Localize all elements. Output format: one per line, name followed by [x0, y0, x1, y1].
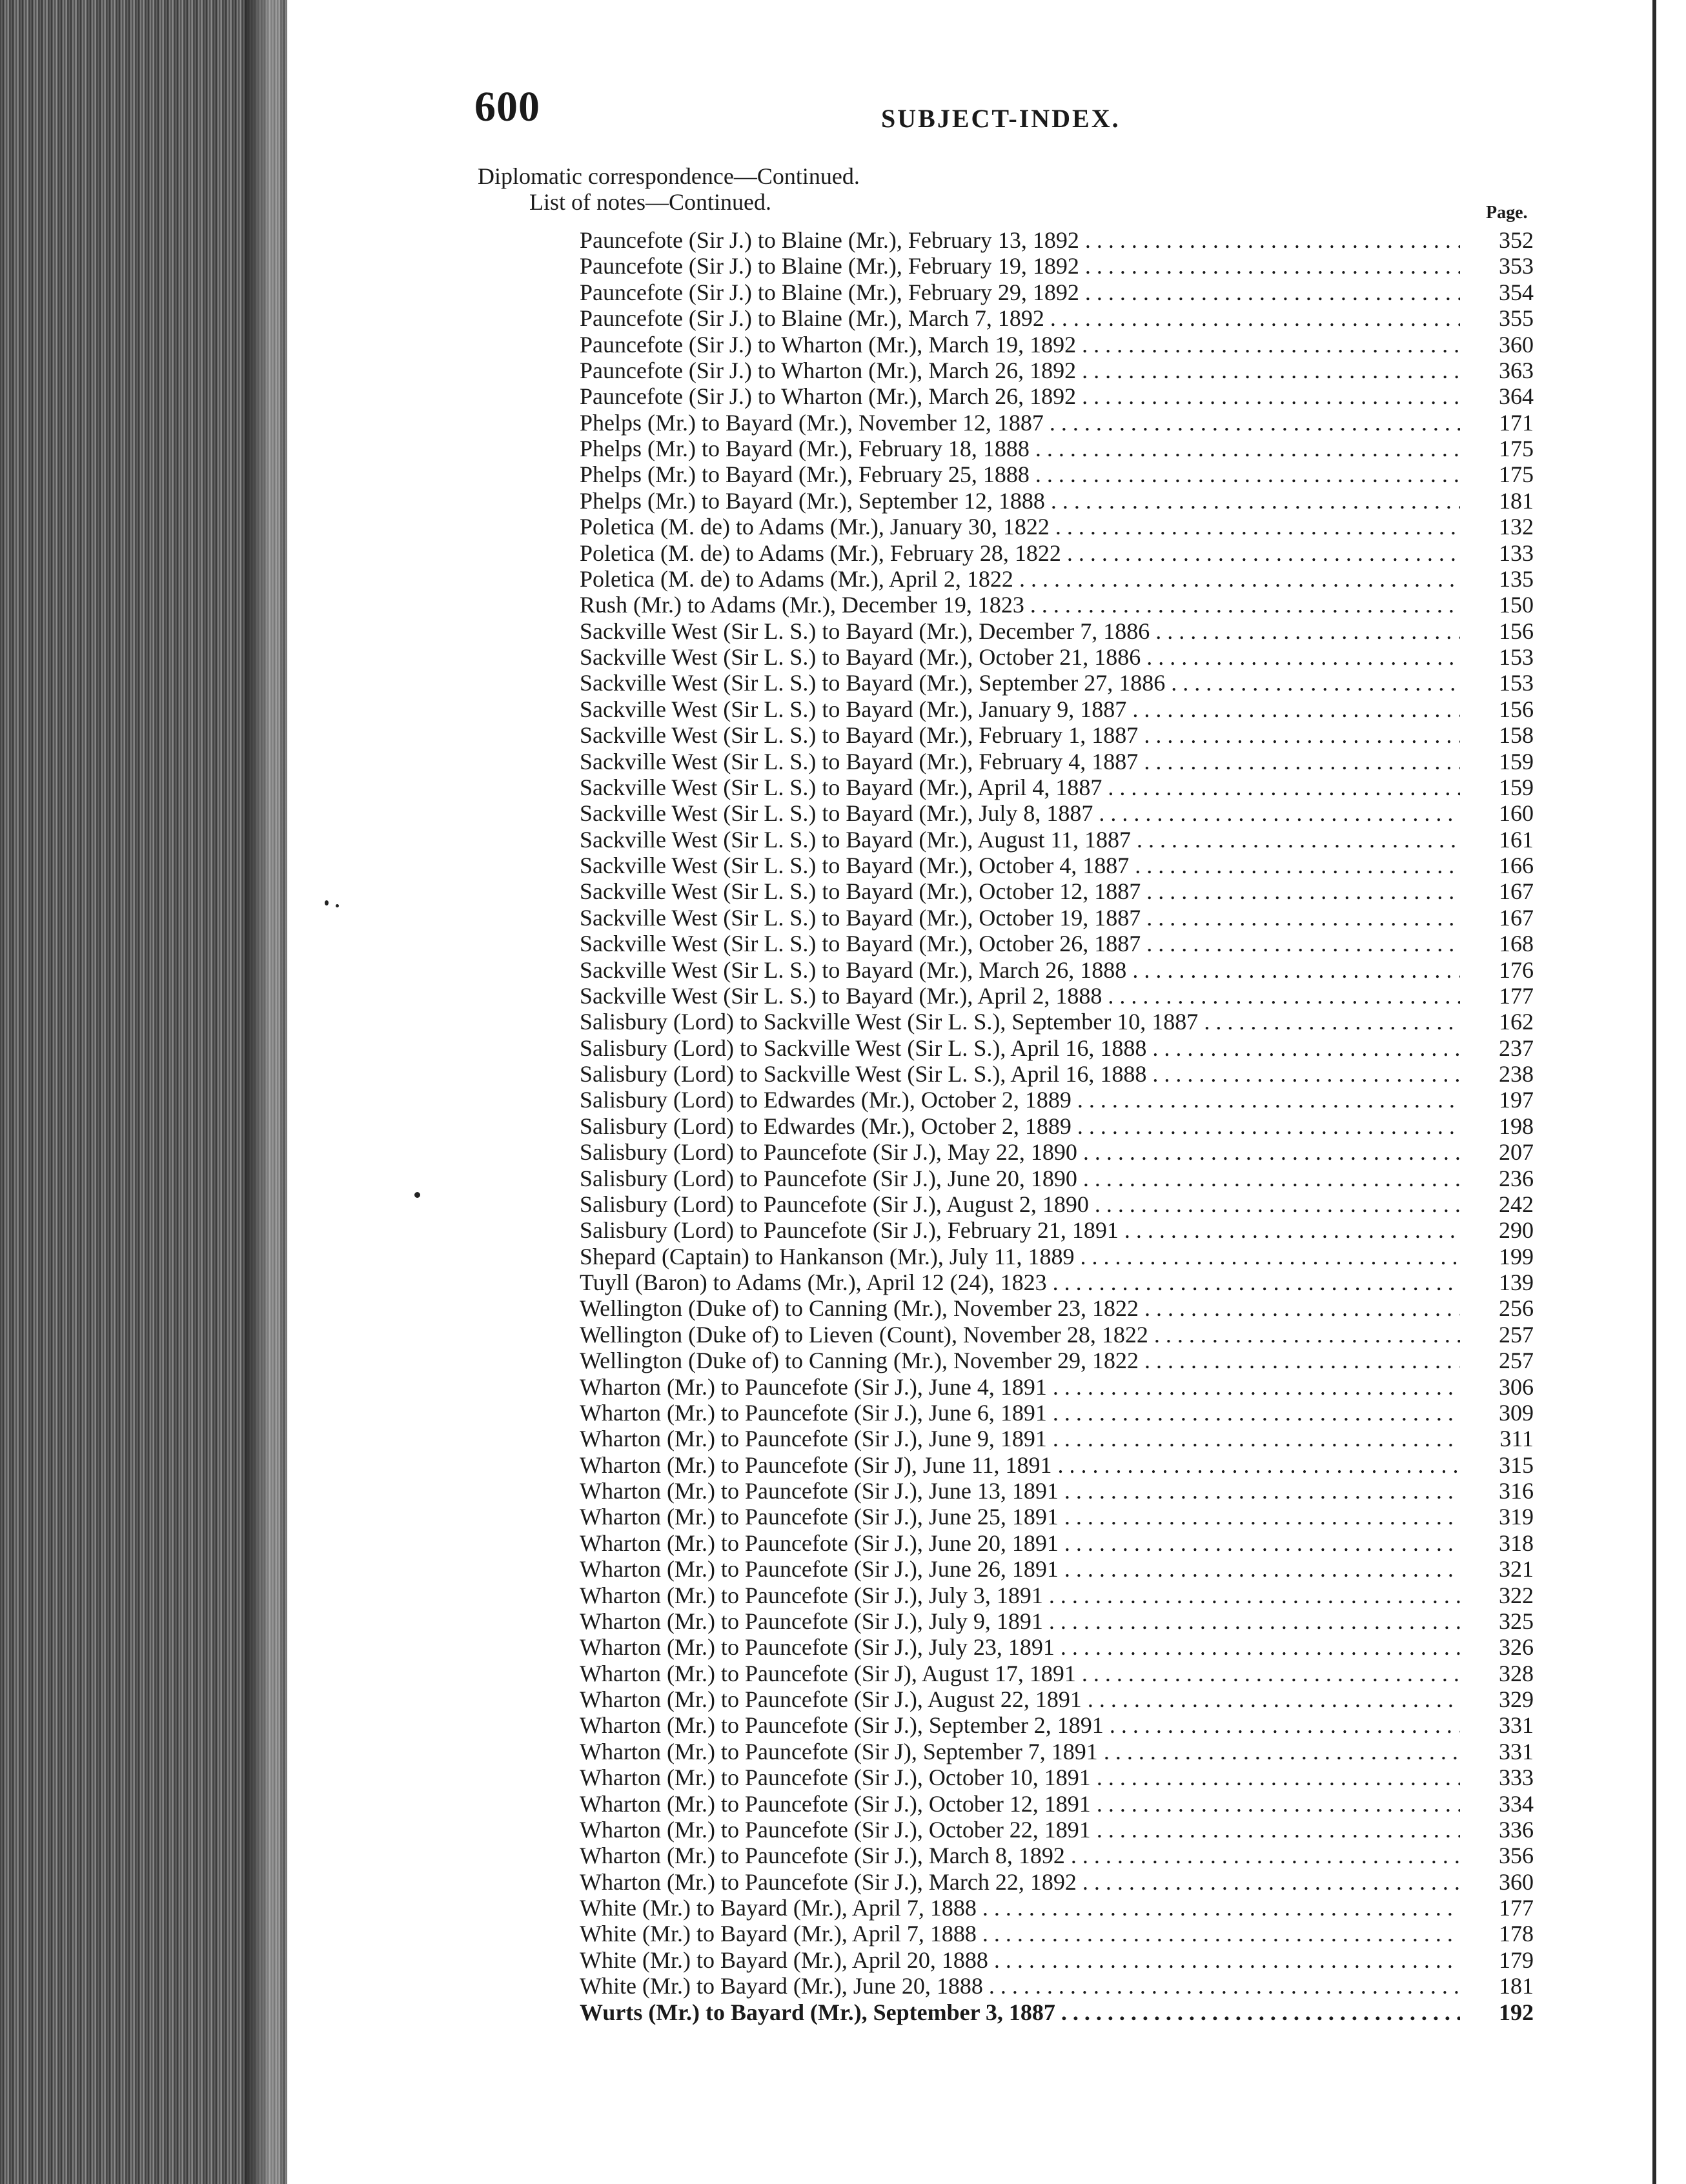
- index-entry: [0, 305, 1686, 331]
- index-entry: [0, 1895, 1686, 1921]
- entry-text: Wharton (Mr.) to Pauncefote (Sir J.), June 9, 1891 . . .: [580, 1426, 1460, 1451]
- entry-page-number: 199: [1499, 1243, 1534, 1269]
- index-entry: [0, 279, 1686, 305]
- entry-page-number: 331: [1499, 1712, 1534, 1739]
- entry-page-number: 162: [1499, 1009, 1534, 1035]
- entry-text: Sackville West (Sir L. S.) to Bayard (Mr.), October 21, 1886 . . .: [580, 644, 1460, 670]
- entry-page-number: 156: [1499, 618, 1534, 644]
- entry-page-number: 353: [1499, 253, 1534, 279]
- index-entry: [0, 436, 1686, 461]
- index-entry: [0, 514, 1686, 540]
- index-entry: [0, 722, 1686, 748]
- entry-page-number: 178: [1499, 1921, 1534, 1947]
- index-entry: [0, 1452, 1686, 1478]
- entry-text: Salisbury (Lord) to Edwardes (Mr.), October 2, 1889 . . .: [580, 1087, 1460, 1113]
- index-entry: [0, 227, 1686, 253]
- entry-text: Wharton (Mr.) to Pauncefote (Sir J.), June 4, 1891 . . .: [580, 1374, 1460, 1400]
- entry-page-number: 135: [1499, 565, 1534, 592]
- entry-page-number: 321: [1499, 1556, 1534, 1582]
- entry-page-number: 237: [1499, 1035, 1534, 1061]
- entry-text: Sackville West (Sir L. S.) to Bayard (Mr.), October 26, 1887 . . .: [580, 931, 1460, 956]
- index-entry: [0, 1400, 1686, 1426]
- index-entry: [0, 1582, 1686, 1608]
- entry-page-number: 322: [1499, 1582, 1534, 1608]
- entry-text: Wharton (Mr.) to Pauncefote (Sir J.), October 22, 1891 . . .: [580, 1817, 1460, 1843]
- entry-page-number: 171: [1499, 409, 1534, 436]
- index-entry: [0, 1061, 1686, 1087]
- index-entry: [0, 1478, 1686, 1504]
- index-entry: [0, 540, 1686, 566]
- index-entry: [0, 1217, 1686, 1243]
- index-entry: [0, 410, 1686, 436]
- entry-page-number: 168: [1499, 931, 1534, 957]
- entry-page-number: 132: [1499, 514, 1534, 540]
- index-entry: [0, 592, 1686, 618]
- index-entry: [0, 644, 1686, 670]
- entry-page-number: 139: [1499, 1269, 1534, 1295]
- entry-text: Wharton (Mr.) to Pauncefote (Sir J.), October 12, 1891 . . .: [580, 1791, 1460, 1817]
- entry-page-number: 329: [1499, 1686, 1534, 1712]
- entry-text: Poletica (M. de) to Adams (Mr.), January 30, 1822 . . .: [580, 514, 1460, 540]
- entry-text: Salisbury (Lord) to Sackville West (Sir L. S.), April 16, 1888 . . .: [580, 1061, 1460, 1087]
- entry-page-number: 257: [1499, 1321, 1534, 1348]
- index-entry: [0, 1166, 1686, 1191]
- index-entry: [0, 696, 1686, 722]
- entry-text: Salisbury (Lord) to Pauncefote (Sir J.), February 21, 1891 . . .: [580, 1217, 1460, 1243]
- index-entry: [0, 1113, 1686, 1139]
- index-entry: [0, 670, 1686, 696]
- index-entry: [0, 1530, 1686, 1556]
- index-entry: [0, 1999, 1686, 2025]
- index-entry: [0, 853, 1686, 878]
- index-entry: [0, 1947, 1686, 1973]
- index-entry: [0, 1686, 1686, 1712]
- index-entry: [0, 1035, 1686, 1061]
- entry-page-number: 256: [1499, 1295, 1534, 1322]
- entry-text: White (Mr.) to Bayard (Mr.), April 7, 1888 . . .: [580, 1921, 1460, 1946]
- entry-page-number: 159: [1499, 774, 1534, 800]
- entry-page-number: 181: [1499, 1973, 1534, 1999]
- entry-page-number: 158: [1499, 722, 1534, 749]
- index-entry: [0, 957, 1686, 983]
- index-entry: [0, 332, 1686, 358]
- entry-text: Wharton (Mr.) to Pauncefote (Sir J.), March 8, 1892 . . .: [580, 1843, 1460, 1868]
- entry-page-number: 355: [1499, 305, 1534, 332]
- entry-page-number: 242: [1499, 1191, 1534, 1217]
- index-entry: [0, 800, 1686, 826]
- entry-text: Sackville West (Sir L. S.) to Bayard (Mr.), January 9, 1887 . . .: [580, 696, 1460, 722]
- entry-text: Salisbury (Lord) to Edwardes (Mr.), October 2, 1889 . . .: [580, 1113, 1460, 1139]
- entry-text: Tuyll (Baron) to Adams (Mr.), April 12 (24), 1823 . . .: [580, 1269, 1460, 1295]
- index-entry: [0, 1973, 1686, 1999]
- index-entry: [0, 1009, 1686, 1035]
- entry-page-number: 166: [1499, 853, 1534, 878]
- entry-text: Sackville West (Sir L. S.) to Bayard (Mr.), October 19, 1887 . . .: [580, 905, 1460, 931]
- entry-text: Wharton (Mr.) to Pauncefote (Sir J.), March 22, 1892 . . .: [580, 1869, 1460, 1895]
- entry-text: Sackville West (Sir L. S.) to Bayard (Mr.), December 7, 1886 . . .: [580, 618, 1460, 644]
- entry-page-number: 318: [1499, 1530, 1534, 1556]
- entry-text: Wellington (Duke of) to Lieven (Count), November 28, 1822 . . .: [580, 1322, 1460, 1348]
- entry-text: Pauncefote (Sir J.) to Wharton (Mr.), March 19, 1892 . . .: [580, 332, 1460, 358]
- entry-text: Poletica (M. de) to Adams (Mr.), April 2, 1822 . . .: [580, 566, 1460, 592]
- running-title: SUBJECT-INDEX.: [881, 104, 1121, 133]
- index-entry: [0, 1504, 1686, 1530]
- entry-page-number: 207: [1499, 1139, 1534, 1166]
- entry-text: Rush (Mr.) to Adams (Mr.), December 19, 1823 . . .: [580, 592, 1460, 618]
- entry-text: Sackville West (Sir L. S.) to Bayard (Mr.), February 1, 1887 . . .: [580, 722, 1460, 748]
- index-entry: [0, 1374, 1686, 1400]
- entry-page-number: 160: [1499, 800, 1534, 827]
- index-entry: [0, 1661, 1686, 1686]
- section-heading: Diplomatic correspondence—Continued.: [478, 163, 860, 189]
- entry-page-number: 177: [1499, 982, 1534, 1009]
- index-entry: [0, 1791, 1686, 1817]
- index-entry: [0, 1634, 1686, 1660]
- entry-text: Wharton (Mr.) to Pauncefote (Sir J.), June 20, 1891 . . .: [580, 1530, 1460, 1556]
- entry-page-number: 364: [1499, 383, 1534, 410]
- entry-text: Sackville West (Sir L. S.) to Bayard (Mr.), July 8, 1887 . . .: [580, 800, 1460, 826]
- index-entry: [0, 1843, 1686, 1868]
- index-entry: [0, 1817, 1686, 1843]
- index-entry: [0, 1244, 1686, 1269]
- page-number: 600: [474, 83, 540, 130]
- entry-text: Phelps (Mr.) to Bayard (Mr.), September 12, 1888 . . .: [580, 488, 1460, 514]
- entry-page-number: 161: [1499, 826, 1534, 853]
- entry-text: Sackville West (Sir L. S.) to Bayard (Mr.), April 2, 1888 . . .: [580, 983, 1460, 1009]
- index-entry: [0, 1348, 1686, 1373]
- entry-page-number: 176: [1499, 956, 1534, 983]
- index-entry: [0, 1764, 1686, 1790]
- index-entry: [0, 1608, 1686, 1634]
- entry-page-number: 354: [1499, 279, 1534, 305]
- entry-text: Sackville West (Sir L. S.) to Bayard (Mr.), March 26, 1888 . . .: [580, 957, 1460, 983]
- entry-text: Phelps (Mr.) to Bayard (Mr.), February 25, 1888 . . .: [580, 461, 1460, 487]
- entry-page-number: 319: [1499, 1504, 1534, 1530]
- entry-page-number: 179: [1499, 1946, 1534, 1973]
- index-entry: [0, 383, 1686, 409]
- entry-page-number: 328: [1499, 1660, 1534, 1686]
- entry-page-number: 192: [1499, 1999, 1534, 2025]
- entry-text: Sackville West (Sir L. S.) to Bayard (Mr.), April 4, 1887 . . .: [580, 774, 1460, 800]
- index-entry: [0, 488, 1686, 514]
- index-entry: [0, 1191, 1686, 1217]
- entry-text: Salisbury (Lord) to Pauncefote (Sir J.), June 20, 1890 . . .: [580, 1166, 1460, 1191]
- entry-page-number: 326: [1499, 1634, 1534, 1661]
- entry-text: Phelps (Mr.) to Bayard (Mr.), February 18, 1888 . . .: [580, 436, 1460, 461]
- index-entry: [0, 1869, 1686, 1895]
- index-entry: [0, 749, 1686, 774]
- entry-text: White (Mr.) to Bayard (Mr.), April 20, 1888 . . .: [580, 1947, 1460, 1973]
- entry-text: Salisbury (Lord) to Sackville West (Sir L. S.), April 16, 1888 . . .: [580, 1035, 1460, 1061]
- entry-text: Pauncefote (Sir J.) to Blaine (Mr.), February 29, 1892 . . .: [580, 279, 1460, 305]
- entry-text: Shepard (Captain) to Hankanson (Mr.), July 11, 1889 . . .: [580, 1244, 1460, 1269]
- index-entry: [0, 1269, 1686, 1295]
- entry-page-number: 198: [1499, 1113, 1534, 1139]
- entry-page-number: 167: [1499, 878, 1534, 905]
- index-entries: [0, 227, 1686, 2025]
- entry-page-number: 159: [1499, 748, 1534, 774]
- entry-text: Wharton (Mr.) to Pauncefote (Sir J.), October 10, 1891 . . .: [580, 1764, 1460, 1790]
- entry-page-number: 360: [1499, 1868, 1534, 1895]
- index-entry: [0, 461, 1686, 487]
- entry-text: Pauncefote (Sir J.) to Wharton (Mr.), March 26, 1892 . . .: [580, 383, 1460, 409]
- entry-page-number: 290: [1499, 1217, 1534, 1244]
- index-entry: [0, 1426, 1686, 1451]
- entry-text: Sackville West (Sir L. S.) to Bayard (Mr.), October 12, 1887 . . .: [580, 878, 1460, 904]
- index-entry: [0, 827, 1686, 853]
- entry-page-number: 333: [1499, 1764, 1534, 1791]
- entry-text: Pauncefote (Sir J.) to Wharton (Mr.), March 26, 1892 . . .: [580, 358, 1460, 383]
- index-entry: [0, 931, 1686, 956]
- entry-page-number: 309: [1499, 1399, 1534, 1426]
- entry-page-number: 360: [1499, 331, 1534, 358]
- entry-text: Wharton (Mr.) to Pauncefote (Sir J), June 11, 1891 . . .: [580, 1452, 1460, 1478]
- entry-text: Salisbury (Lord) to Sackville West (Sir L. S.), September 10, 1887 . . .: [580, 1009, 1460, 1035]
- index-entry: [0, 1295, 1686, 1321]
- entry-text: White (Mr.) to Bayard (Mr.), June 20, 1888 . . .: [580, 1973, 1460, 1999]
- entry-page-number: 363: [1499, 357, 1534, 383]
- entry-page-number: 352: [1499, 227, 1534, 253]
- index-entry: [0, 618, 1686, 644]
- entry-text: Wharton (Mr.) to Pauncefote (Sir J.), August 22, 1891 . . .: [580, 1686, 1460, 1712]
- entry-text: Wurts (Mr.) to Bayard (Mr.), September 3, 1887 . . .: [580, 1999, 1460, 2025]
- entry-text: Salisbury (Lord) to Pauncefote (Sir J.), May 22, 1890 . . .: [580, 1139, 1460, 1165]
- entry-text: Poletica (M. de) to Adams (Mr.), February 28, 1822 . . .: [580, 540, 1460, 566]
- entry-text: Wharton (Mr.) to Pauncefote (Sir J.), July 9, 1891 . . .: [580, 1608, 1460, 1634]
- entry-page-number: 167: [1499, 904, 1534, 931]
- index-entry: [0, 983, 1686, 1009]
- entry-text: Wharton (Mr.) to Pauncefote (Sir J.), September 2, 1891 . . .: [580, 1712, 1460, 1738]
- entry-text: Pauncefote (Sir J.) to Blaine (Mr.), February 13, 1892 . . .: [580, 227, 1460, 253]
- entry-page-number: 236: [1499, 1165, 1534, 1191]
- index-entry: [0, 878, 1686, 904]
- entry-text: Sackville West (Sir L. S.) to Bayard (Mr.), October 4, 1887 . . .: [580, 853, 1460, 878]
- entry-page-number: 334: [1499, 1790, 1534, 1817]
- index-entry: [0, 1712, 1686, 1738]
- entry-page-number: 306: [1499, 1373, 1534, 1400]
- entry-page-number: 175: [1499, 461, 1534, 488]
- entry-text: Wellington (Duke of) to Canning (Mr.), November 23, 1822 . . .: [580, 1295, 1460, 1321]
- entry-text: Sackville West (Sir L. S.) to Bayard (Mr.), August 11, 1887 . . .: [580, 827, 1460, 853]
- entry-text: Sackville West (Sir L. S.) to Bayard (Mr.), February 4, 1887 . . .: [580, 749, 1460, 774]
- index-entry: [0, 1322, 1686, 1348]
- entry-text: Wharton (Mr.) to Pauncefote (Sir J.), June 13, 1891 . . .: [580, 1478, 1460, 1504]
- entry-text: Salisbury (Lord) to Pauncefote (Sir J.), August 2, 1890 . . .: [580, 1191, 1460, 1217]
- entry-text: Wharton (Mr.) to Pauncefote (Sir J.), June 25, 1891 . . .: [580, 1504, 1460, 1530]
- entry-page-number: 181: [1499, 487, 1534, 514]
- index-entry: [0, 566, 1686, 592]
- entry-text: Wellington (Duke of) to Canning (Mr.), November 29, 1822 . . .: [580, 1348, 1460, 1373]
- entry-page-number: 325: [1499, 1608, 1534, 1634]
- entry-text: Phelps (Mr.) to Bayard (Mr.), November 12, 1887 . . .: [580, 410, 1460, 436]
- entry-text: Sackville West (Sir L. S.) to Bayard (Mr.), September 27, 1886 . . .: [580, 670, 1460, 696]
- index-entry: [0, 774, 1686, 800]
- index-entry: [0, 1139, 1686, 1165]
- entry-text: Wharton (Mr.) to Pauncefote (Sir J.), June 26, 1891 . . .: [580, 1556, 1460, 1582]
- entry-page-number: 197: [1499, 1087, 1534, 1113]
- entry-page-number: 315: [1499, 1451, 1534, 1478]
- entry-page-number: 153: [1499, 670, 1534, 696]
- index-entry: [0, 253, 1686, 279]
- index-entry: [0, 1921, 1686, 1946]
- entry-page-number: 316: [1499, 1478, 1534, 1504]
- entry-text: Pauncefote (Sir J.) to Blaine (Mr.), February 19, 1892 . . .: [580, 253, 1460, 279]
- entry-text: Wharton (Mr.) to Pauncefote (Sir J.), July 3, 1891 . . .: [580, 1582, 1460, 1608]
- entry-text: Wharton (Mr.) to Pauncefote (Sir J.), July 23, 1891 . . .: [580, 1634, 1460, 1660]
- entry-page-number: 153: [1499, 644, 1534, 670]
- entry-page-number: 257: [1499, 1348, 1534, 1374]
- entry-page-number: 331: [1499, 1738, 1534, 1764]
- index-entry: [0, 905, 1686, 931]
- entry-page-number: 133: [1499, 540, 1534, 566]
- subsection-heading: List of notes—Continued.: [529, 189, 771, 215]
- index-entry: [0, 1556, 1686, 1582]
- entry-text: White (Mr.) to Bayard (Mr.), April 7, 1888 . . .: [580, 1895, 1460, 1921]
- entry-page-number: 175: [1499, 436, 1534, 461]
- entry-text: Wharton (Mr.) to Pauncefote (Sir J), August 17, 1891 . . .: [580, 1661, 1460, 1686]
- index-entry: [0, 358, 1686, 383]
- entry-text: Pauncefote (Sir J.) to Blaine (Mr.), March 7, 1892 . . .: [580, 305, 1460, 331]
- entry-text: Wharton (Mr.) to Pauncefote (Sir J.), June 6, 1891 . . .: [580, 1400, 1460, 1426]
- entry-page-number: 356: [1499, 1843, 1534, 1869]
- entry-page-number: 156: [1499, 696, 1534, 722]
- entry-page-number: 150: [1499, 592, 1534, 618]
- index-entry: [0, 1087, 1686, 1113]
- entry-page-number: 177: [1499, 1895, 1534, 1921]
- index-entry: [0, 1739, 1686, 1764]
- entry-page-number: 336: [1499, 1816, 1534, 1843]
- entry-text: Wharton (Mr.) to Pauncefote (Sir J), September 7, 1891 . . .: [580, 1739, 1460, 1764]
- entry-page-number: 238: [1499, 1061, 1534, 1087]
- entry-page-number: 311: [1499, 1426, 1534, 1452]
- page-column-label: Page.: [1486, 203, 1528, 223]
